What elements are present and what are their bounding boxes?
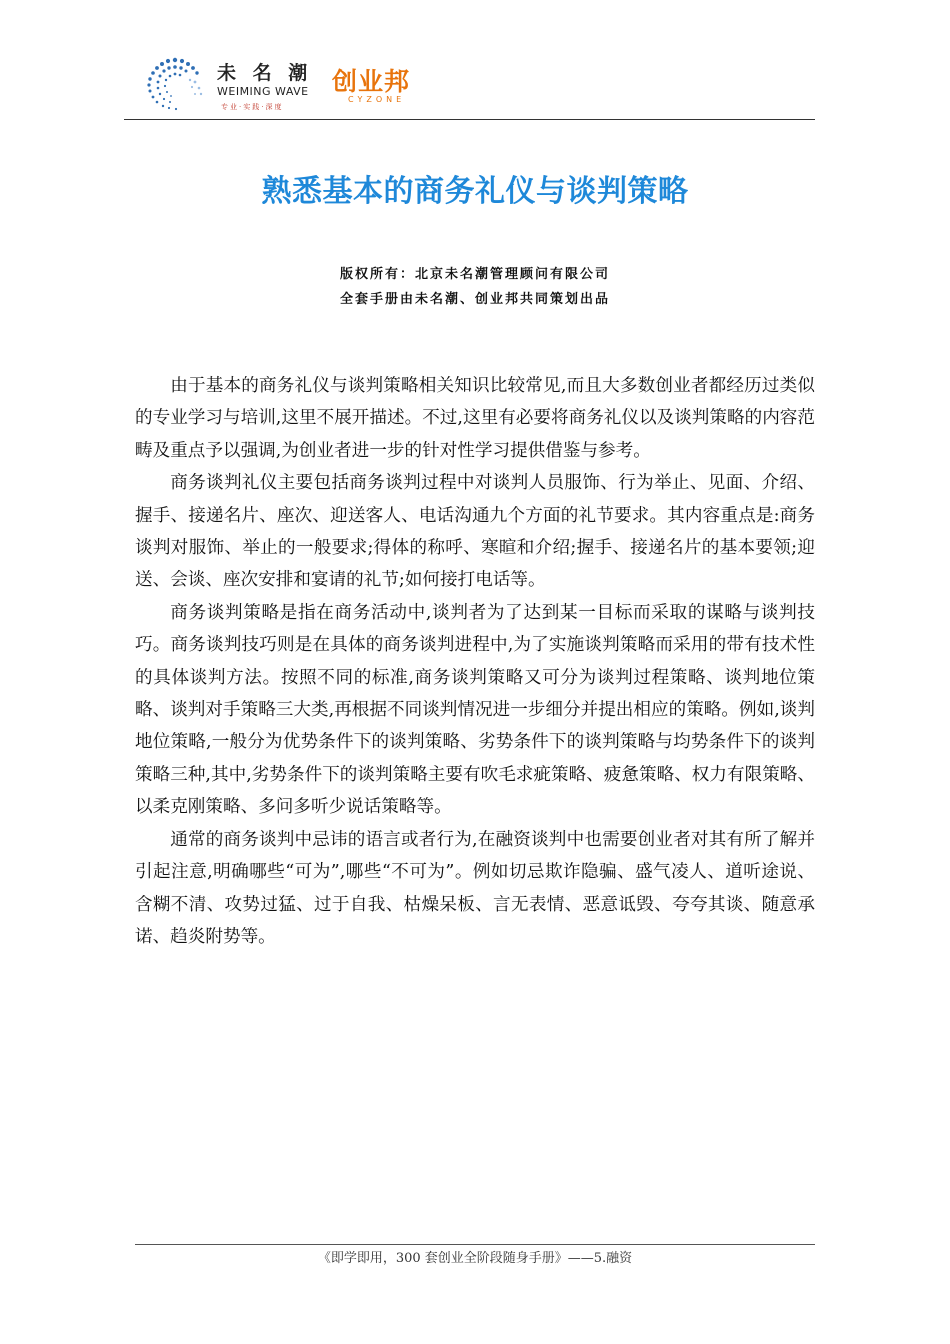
paragraph: 商务谈判策略是指在商务活动中,谈判者为了达到某一目标而采取的谋略与谈判技巧。商务谈判技巧则是在具体的商务谈判进程中,为了实施谈判策略而采用的带有技术性的具体谈判方法。按照不同的标准,商务谈判策略又可分为谈判过程策略、谈判地位策略、谈判对手策略三大类,再根据不同谈判情况进一步细分并提出相应的策略。例如,谈判地位策略,一般分为优势条件下的谈判策略、劣势条件下的谈判策略与均势条件下的谈判策略三种,其中,劣势条件下的谈判策略主要有吹毛求疵策略、疲惫策略、权力有限策略、以柔克刚策略、多问多听少说话策略等。: [135, 602, 815, 818]
page-footer: 《即学即用，300 套创业全阶段随身手册》——5.融资: [317, 1251, 633, 1266]
page-header: [135, 52, 815, 120]
weiming-brand-tagline: 专业·实践·深度: [221, 103, 284, 111]
paragraph: 由于基本的商务礼仪与谈判策略相关知识比较常见,而且大多数创业者都经历过类似的专业学习与培训,这里不展开描述。不过,这里有必要将商务礼仪以及谈判策略的内容范畴及重点予以强调,为创业者进一步的针对性学习提供借鉴与参考。: [135, 376, 815, 461]
copyright-line: 版权所有：北京未名潮管理顾问有限公司: [339, 267, 610, 282]
weiming-brand-name: 未 名 潮: [217, 62, 313, 84]
production-line: 全套手册由未名潮、创业邦共同策划出品: [339, 292, 610, 307]
weiming-wave-logo-icon: [135, 52, 215, 114]
header-divider: [124, 119, 815, 120]
footer-divider: [135, 1244, 815, 1245]
cyzone-brand-english: CYZONE: [348, 95, 406, 104]
document-title: 熟悉基本的商务礼仪与谈判策略: [261, 174, 689, 209]
paragraph: 商务谈判礼仪主要包括商务谈判过程中对谈判人员服饰、行为举止、见面、介绍、握手、接递名片、座次、迎送客人、电话沟通九个方面的礼节要求。其内容重点是:商务谈判对服饰、举止的一般要求;得体的称呼、寒暄和介绍;握手、接递名片的基本要领;迎送、会谈、座次安排和宴请的礼节;如何接打电话等。: [135, 473, 815, 591]
weiming-brand-english: WEIMING WAVE: [217, 85, 309, 98]
document-body: [135, 370, 815, 953]
paragraph: 通常的商务谈判中忌讳的语言或者行为,在融资谈判中也需要创业者对其有所了解并引起注意,明确哪些“可为”,哪些“不可为”。例如切忌欺诈隐骗、盛气凌人、道听途说、含糊不清、攻势过猛、过于自我、枯燥呆板、言无表情、恶意诋毁、夸夸其谈、随意承诺、趋炎附势等。: [135, 829, 815, 947]
cyzone-brand-name: 创业邦: [332, 67, 411, 96]
